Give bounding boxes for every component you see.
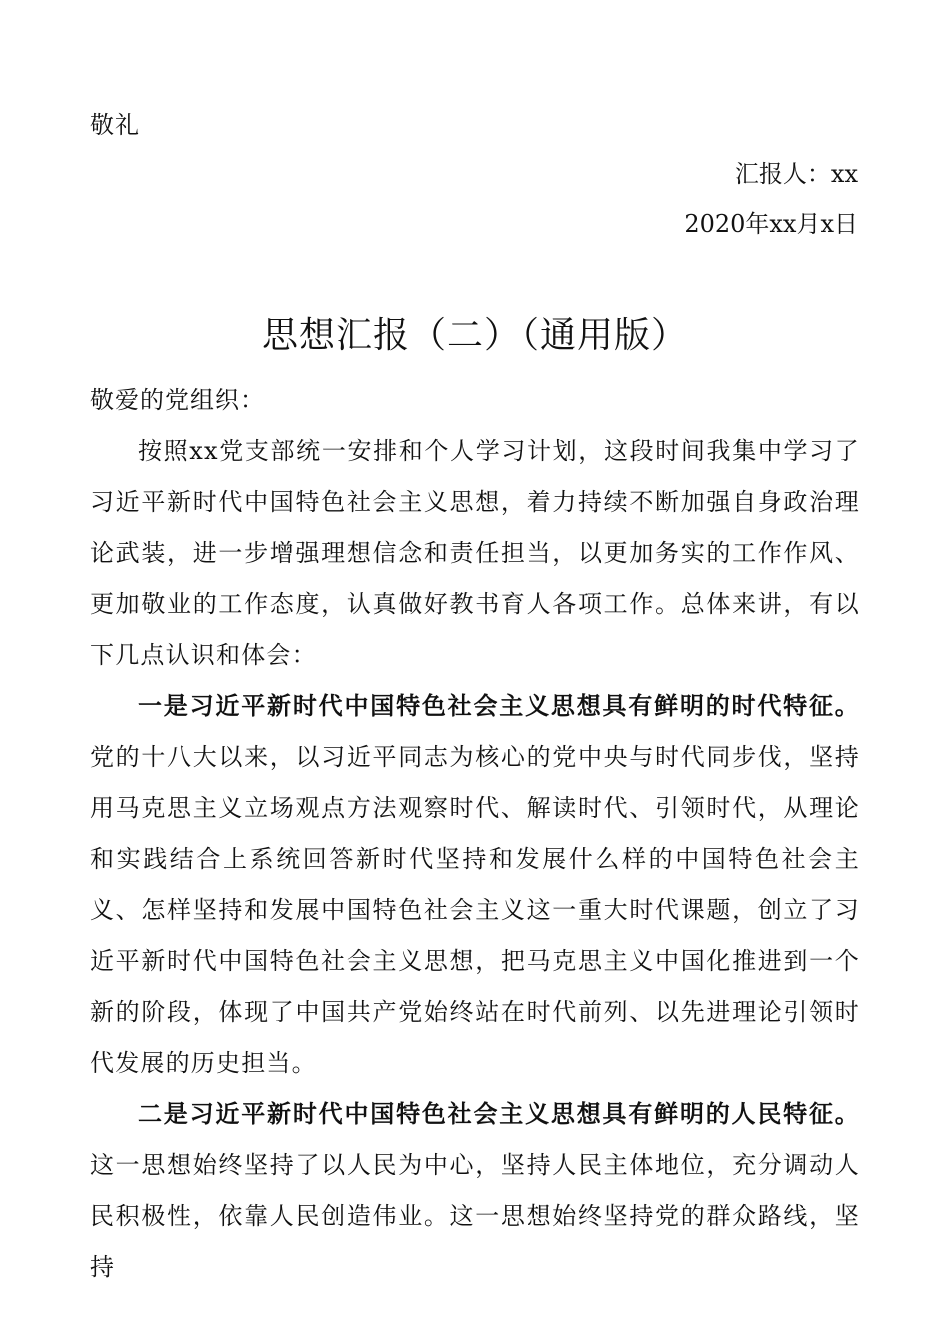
paragraph-intro: [90, 426, 860, 681]
document-body: [90, 426, 860, 1293]
salutation: 敬爱的党组织：: [90, 386, 265, 414]
reporter-line: 汇报人：xx: [734, 160, 858, 188]
paragraph-text: 按照xx党支部统一安排和个人学习计划，这段时间我集中学习了习近平新时代中国特色社会主义思想，着力持续不断加强自身政治理论武装，进一步增强理想信念和责任担当，以更加务实的工作作风、更加敬业的工作态度，认真做好教书育人各项工作。总体来讲，有以下几点认识和体会：: [90, 437, 860, 669]
document-title: 思想汇报（二）（通用版）: [261, 315, 688, 356]
paragraph-point-one: [90, 681, 860, 1089]
paragraph-text: 这一思想始终坚持了以人民为中心，坚持人民主体地位，充分调动人民积极性，依靠人民创造伟业。这一思想始终坚持党的群众路线，坚持: [90, 1151, 860, 1281]
paragraph-lead-heading: 一是习近平新时代中国特色社会主义思想具有鲜明的时代特征。: [138, 692, 860, 720]
paragraph-lead-heading: 二是习近平新时代中国特色社会主义思想具有鲜明的人民特征。: [138, 1100, 860, 1128]
closing-text: 敬礼: [90, 111, 140, 139]
paragraph-point-two: [90, 1089, 860, 1293]
paragraph-text: 党的十八大以来，以习近平同志为核心的党中央与时代同步伐，坚持用马克思主义立场观点方法观察时代、解读时代、引领时代，从理论和实践结合上系统回答新时代坚持和发展什么样的中国特色社会主义、怎样坚持和发展中国特色社会主义这一重大时代课题，创立了习近平新时代中国特色社会主义思想，把马克思主义中国化推进到一个新的阶段，体现了中国共产党始终站在时代前列、以先进理论引领时代发展的历史担当。: [90, 743, 860, 1077]
report-date: 2020年xx月x日: [684, 210, 858, 238]
